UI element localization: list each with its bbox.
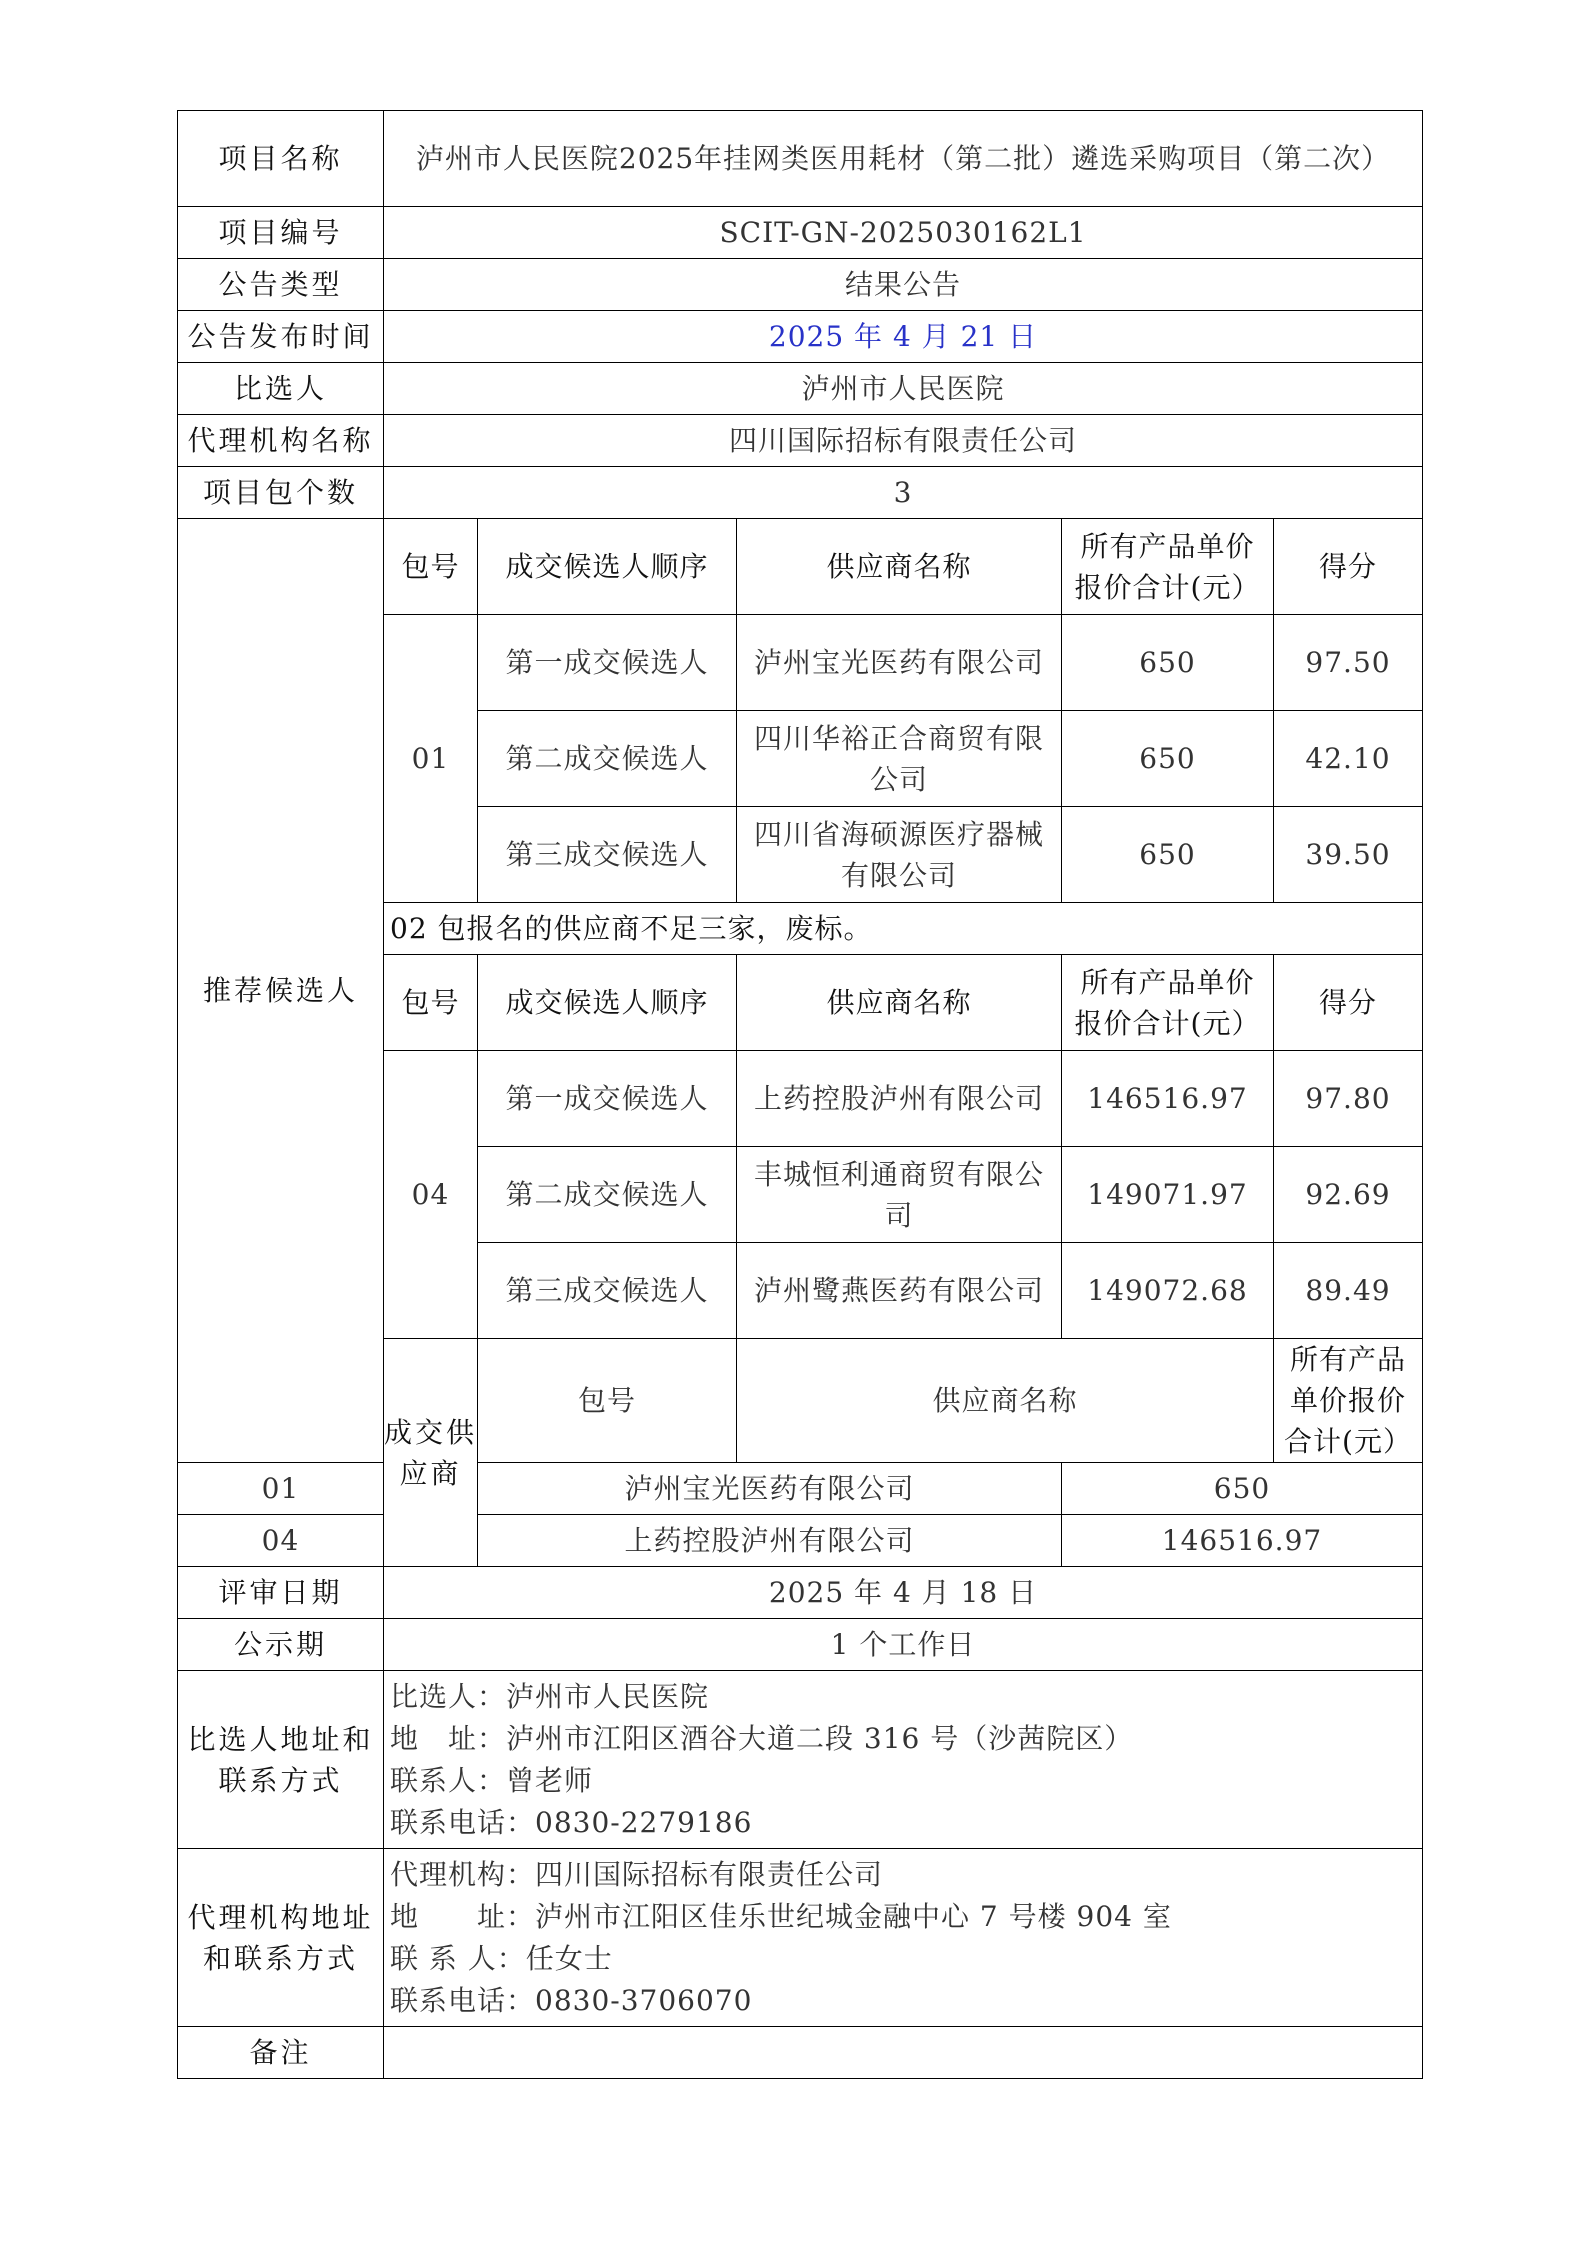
pkg01-r3-order: 第三成交候选人 bbox=[478, 807, 737, 903]
candidates-header-row-1 bbox=[178, 519, 1423, 615]
announcement-type-label: 公告类型 bbox=[178, 259, 384, 311]
header-score: 得分 bbox=[1274, 955, 1423, 1051]
project-name-value: 泸州市人民医院2025年挂网类医用耗材（第二批）遴选采购项目（第二次） bbox=[384, 111, 1423, 207]
publish-time-value: 2025 年 4 月 21 日 bbox=[384, 311, 1423, 363]
row-review-date bbox=[178, 1567, 1423, 1619]
pkg01-r1-score: 97.50 bbox=[1274, 615, 1423, 711]
selector-label: 比选人 bbox=[178, 363, 384, 415]
pkg04-r2-order: 第二成交候选人 bbox=[478, 1147, 737, 1243]
pkg04-r2-price: 149071.97 bbox=[1062, 1147, 1274, 1243]
pkg04-number: 04 bbox=[384, 1051, 478, 1339]
header-score: 得分 bbox=[1274, 519, 1423, 615]
pkg01-r1-order: 第一成交候选人 bbox=[478, 615, 737, 711]
header-order: 成交候选人顺序 bbox=[478, 955, 737, 1051]
pkg01-r3-supplier: 四川省海硕源医疗器械有限公司 bbox=[737, 807, 1062, 903]
table-row bbox=[178, 1463, 1423, 1515]
header-price: 所有产品单价报价合计(元） bbox=[1062, 519, 1274, 615]
pkg01-r2-score: 42.10 bbox=[1274, 711, 1423, 807]
header-price: 所有产品单价报价合计(元） bbox=[1062, 955, 1274, 1051]
project-code-value: SCIT-GN-2025030162L1 bbox=[384, 207, 1423, 259]
header-pkg: 包号 bbox=[384, 519, 478, 615]
header-pkg: 包号 bbox=[384, 955, 478, 1051]
pkg04-r3-order: 第三成交候选人 bbox=[478, 1243, 737, 1339]
pkg04-r1-price: 146516.97 bbox=[1062, 1051, 1274, 1147]
recommend-label: 推荐候选人 bbox=[178, 519, 384, 1463]
result-announcement-table bbox=[177, 110, 1423, 2079]
header-supplier: 供应商名称 bbox=[737, 955, 1062, 1051]
row-project-name bbox=[178, 111, 1423, 207]
selector-contact-label: 比选人地址和联系方式 bbox=[178, 1671, 384, 1849]
pkg02-note: 02 包报名的供应商不足三家，废标。 bbox=[384, 903, 1423, 955]
row-announcement-type bbox=[178, 259, 1423, 311]
review-date-value: 2025 年 4 月 18 日 bbox=[384, 1567, 1423, 1619]
agency-contact-block bbox=[384, 1849, 1423, 2027]
pkg01-r2-supplier: 四川华裕正合商贸有限公司 bbox=[737, 711, 1062, 807]
pkg04-r3-price: 149072.68 bbox=[1062, 1243, 1274, 1339]
pkg01-r2-price: 650 bbox=[1062, 711, 1274, 807]
review-date-label: 评审日期 bbox=[178, 1567, 384, 1619]
row-agency-contact bbox=[178, 1849, 1423, 2027]
header-order: 成交候选人顺序 bbox=[478, 519, 737, 615]
pkg01-number: 01 bbox=[384, 615, 478, 903]
selector-contact-block bbox=[384, 1671, 1423, 1849]
selector-value: 泸州市人民医院 bbox=[384, 363, 1423, 415]
pkg04-r3-score: 89.49 bbox=[1274, 1243, 1423, 1339]
pkg01-r3-score: 39.50 bbox=[1274, 807, 1423, 903]
pkg04-r1-score: 97.80 bbox=[1274, 1051, 1423, 1147]
agency-contact-line: 地 址：泸州市江阳区佳乐世纪城金融中心 7 号楼 904 室 bbox=[390, 1899, 1172, 1933]
selector-contact-line: 比选人：泸州市人民医院 bbox=[390, 1679, 710, 1713]
agency-contact-line: 联 系 人：任女士 bbox=[390, 1941, 613, 1975]
publicity-label: 公示期 bbox=[178, 1619, 384, 1671]
row-project-code bbox=[178, 207, 1423, 259]
winner-2-pkg: 04 bbox=[178, 1515, 384, 1567]
winners-header-supplier: 供应商名称 bbox=[737, 1339, 1274, 1463]
agency-contact-line: 联系电话：0830-3706070 bbox=[390, 1983, 753, 2017]
package-count-value: 3 bbox=[384, 467, 1423, 519]
pkg04-r2-supplier: 丰城恒利通商贸有限公司 bbox=[737, 1147, 1062, 1243]
pkg01-r2-order: 第二成交候选人 bbox=[478, 711, 737, 807]
project-name-label: 项目名称 bbox=[178, 111, 384, 207]
row-remarks bbox=[178, 2027, 1423, 2079]
row-publicity-period bbox=[178, 1619, 1423, 1671]
header-supplier: 供应商名称 bbox=[737, 519, 1062, 615]
winner-1-price: 650 bbox=[1062, 1463, 1423, 1515]
package-count-label: 项目包个数 bbox=[178, 467, 384, 519]
pkg01-r1-price: 650 bbox=[1062, 615, 1274, 711]
row-package-count bbox=[178, 467, 1423, 519]
agency-contact-line: 代理机构：四川国际招标有限责任公司 bbox=[390, 1857, 884, 1891]
agency-value: 四川国际招标有限责任公司 bbox=[384, 415, 1423, 467]
project-code-label: 项目编号 bbox=[178, 207, 384, 259]
selector-contact-line: 联系人：曾老师 bbox=[390, 1763, 594, 1797]
row-agency bbox=[178, 415, 1423, 467]
winners-label: 成交供应商 bbox=[384, 1339, 478, 1567]
winner-2-supplier: 上药控股泸州有限公司 bbox=[478, 1515, 1062, 1567]
winners-header-pkg: 包号 bbox=[478, 1339, 737, 1463]
publicity-value: 1 个工作日 bbox=[384, 1619, 1423, 1671]
winner-1-pkg: 01 bbox=[178, 1463, 384, 1515]
pkg04-r2-score: 92.69 bbox=[1274, 1147, 1423, 1243]
remarks-value bbox=[384, 2027, 1423, 2079]
pkg04-r1-order: 第一成交候选人 bbox=[478, 1051, 737, 1147]
row-publish-time bbox=[178, 311, 1423, 363]
row-selector-contact bbox=[178, 1671, 1423, 1849]
announcement-type-value: 结果公告 bbox=[384, 259, 1423, 311]
table-row bbox=[178, 1515, 1423, 1567]
winner-2-price: 146516.97 bbox=[1062, 1515, 1423, 1567]
remarks-label: 备注 bbox=[178, 2027, 384, 2079]
pkg01-r3-price: 650 bbox=[1062, 807, 1274, 903]
winner-1-supplier: 泸州宝光医药有限公司 bbox=[478, 1463, 1062, 1515]
publish-time-label: 公告发布时间 bbox=[178, 311, 384, 363]
pkg04-r1-supplier: 上药控股泸州有限公司 bbox=[737, 1051, 1062, 1147]
agency-label: 代理机构名称 bbox=[178, 415, 384, 467]
pkg01-r1-supplier: 泸州宝光医药有限公司 bbox=[737, 615, 1062, 711]
pkg04-r3-supplier: 泸州鹭燕医药有限公司 bbox=[737, 1243, 1062, 1339]
row-selector bbox=[178, 363, 1423, 415]
selector-contact-line: 联系电话：0830-2279186 bbox=[390, 1805, 753, 1839]
agency-contact-label: 代理机构地址和联系方式 bbox=[178, 1849, 384, 2027]
selector-contact-line: 地 址：泸州市江阳区酒谷大道二段 316 号（沙茜院区） bbox=[390, 1721, 1134, 1755]
winners-header-price: 所有产品单价报价合计(元） bbox=[1274, 1339, 1423, 1463]
